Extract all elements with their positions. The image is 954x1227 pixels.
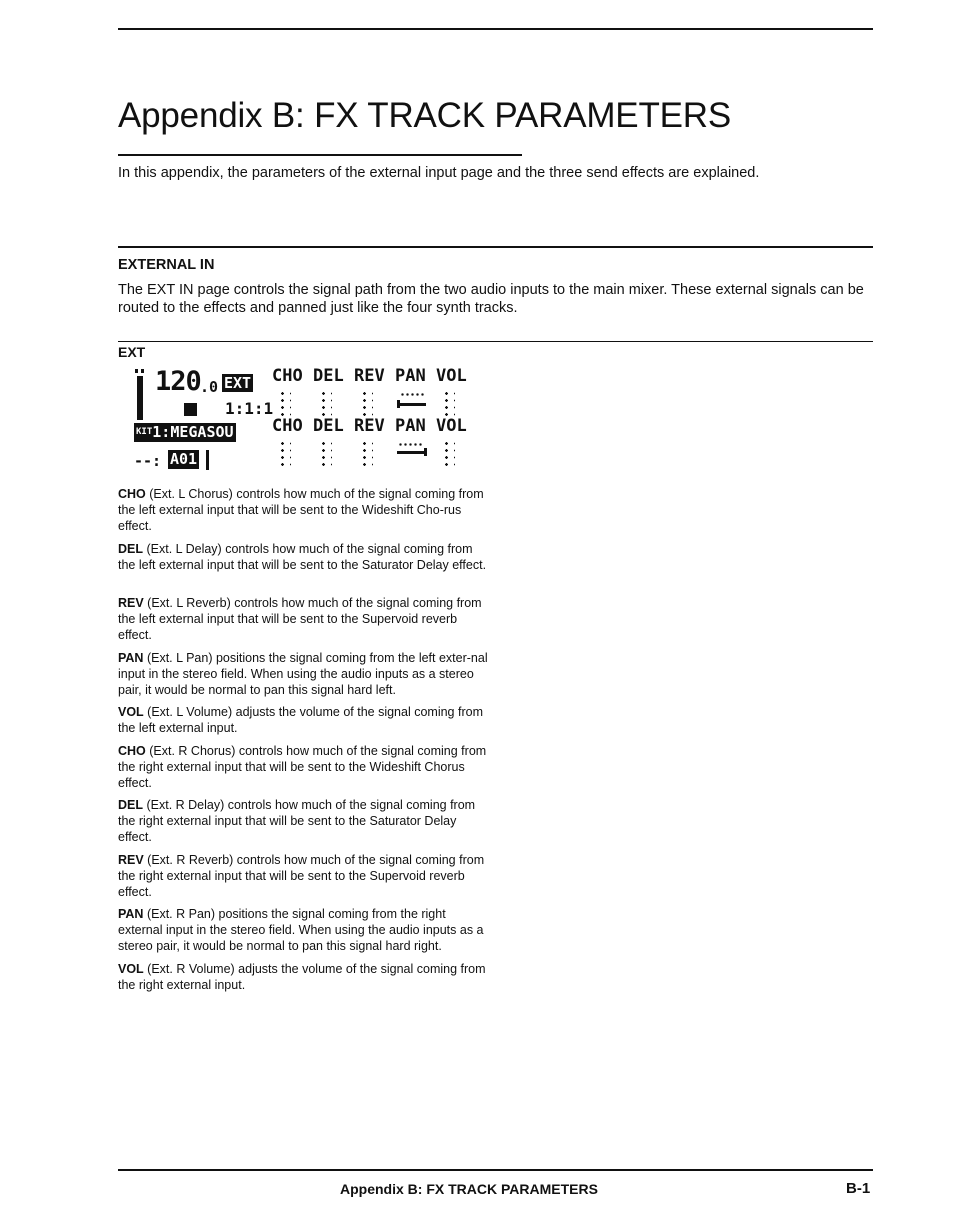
knob-indicator xyxy=(360,440,373,466)
page-title: Appendix B: FX TRACK PARAMETERS xyxy=(118,96,731,135)
param-name: CHO xyxy=(118,744,146,758)
param-text: (Ext. L Pan) positions the signal coming from the left exter-nal input in the stereo field. When using the audio inputs as a stereo pair, it would be normal to pan this signal hard left. xyxy=(118,651,488,697)
pan-bar xyxy=(397,403,426,406)
play-indicator-dot xyxy=(141,369,144,373)
param-name: VOL xyxy=(118,962,144,976)
param-description xyxy=(118,541,488,573)
kit-prefix: KIT xyxy=(136,427,153,437)
param-label-vol-r: VOL xyxy=(436,416,467,436)
param-text: (Ext. R Reverb) controls how much of the signal coming from the right external input that will be sent to the Supervoid reverb effect. xyxy=(118,853,485,899)
level-bar xyxy=(137,376,143,420)
footer-title: Appendix B: FX TRACK PARAMETERS xyxy=(340,1181,598,1197)
param-description xyxy=(118,704,488,736)
knob-indicator xyxy=(319,440,332,466)
param-name: VOL xyxy=(118,705,144,719)
ratio-value: 1:1:1 xyxy=(225,399,274,418)
stop-icon xyxy=(184,403,197,416)
pan-scale xyxy=(400,393,424,396)
section-paragraph: The EXT IN page controls the signal path from the two audio inputs to the main mixer. These external signals can be routed to the effects and panned just like the four synth tracks. xyxy=(118,282,864,316)
param-name: REV xyxy=(118,596,144,610)
pan-marker xyxy=(424,448,427,456)
param-label-cho-r: CHO xyxy=(272,416,303,436)
param-description xyxy=(118,797,488,845)
play-indicator-dot xyxy=(135,369,138,373)
param-description xyxy=(118,486,488,534)
param-label-del-r: DEL xyxy=(313,416,344,436)
param-label-pan-r: PAN xyxy=(395,416,426,436)
param-description xyxy=(118,595,488,643)
param-text: (Ext. R Pan) positions the signal coming from the right external input in the stereo field. When using the audio inputs as a stereo pair, it would be normal to pan this signal hard right. xyxy=(118,907,484,953)
param-label-rev-r: REV xyxy=(354,416,385,436)
top-rule xyxy=(118,28,873,30)
param-name: PAN xyxy=(118,907,144,921)
tempo-value: 120 xyxy=(155,366,201,397)
param-name: REV xyxy=(118,853,144,867)
page-number: B-1 xyxy=(846,1180,871,1197)
param-name: DEL xyxy=(118,798,143,812)
knob-indicator xyxy=(442,390,455,416)
ext-screen-illustration xyxy=(130,366,475,474)
intro-paragraph: In this appendix, the parameters of the external input page and the three send effects are explained. xyxy=(118,165,760,181)
param-text: (Ext. R Volume) adjusts the volume of the signal coming from the right external input. xyxy=(118,962,486,992)
param-text: (Ext. R Delay) controls how much of the signal coming from the right external input that will be sent to the Saturator Delay effect. xyxy=(118,798,476,844)
param-description xyxy=(118,650,488,698)
section-rule xyxy=(118,246,873,248)
param-text: (Ext. L Reverb) controls how much of the signal coming from the left external input that will be sent to the Supervoid reverb effect. xyxy=(118,596,482,642)
title-underline xyxy=(118,154,522,156)
kit-name xyxy=(134,423,236,442)
pan-bar xyxy=(397,451,426,454)
screen-heading: EXT xyxy=(118,344,146,360)
param-label-vol-l: VOL xyxy=(436,366,467,386)
section-heading: EXTERNAL IN xyxy=(118,257,215,273)
param-text: (Ext. L Delay) controls how much of the signal coming from the left external input that will be sent to the Saturator Delay effect. xyxy=(118,542,487,572)
param-name: CHO xyxy=(118,487,146,501)
param-description xyxy=(118,743,488,791)
tempo-decimal: .0 xyxy=(200,378,219,396)
mode-badge: EXT xyxy=(224,374,252,392)
param-description xyxy=(118,961,488,993)
param-description xyxy=(118,906,488,954)
cursor-bar xyxy=(206,450,209,470)
subsection-rule xyxy=(118,341,873,342)
footer-rule xyxy=(118,1169,873,1171)
param-label-pan-l: PAN xyxy=(395,366,426,386)
knob-indicator xyxy=(319,390,332,416)
param-label-del-l: DEL xyxy=(313,366,344,386)
param-label-cho-l: CHO xyxy=(272,366,303,386)
param-text: (Ext. L Volume) adjusts the volume of the signal coming from the left external input. xyxy=(118,705,483,735)
param-text: (Ext. R Chorus) controls how much of the signal coming from the right external input that will be sent to the Wideshift Chorus effect. xyxy=(118,744,487,790)
param-name: DEL xyxy=(118,542,143,556)
knob-indicator xyxy=(278,390,291,416)
param-text: (Ext. L Chorus) controls how much of the signal coming from the left external input that will be sent to the Wideshift Cho-rus effect. xyxy=(118,487,484,533)
pan-scale xyxy=(398,443,422,446)
knob-indicator xyxy=(442,440,455,466)
knob-indicator xyxy=(278,440,291,466)
param-description xyxy=(118,852,488,900)
param-name: PAN xyxy=(118,651,144,665)
kit-label: 1:MEGASOU xyxy=(152,423,234,441)
pattern-prefix: --: xyxy=(134,452,162,470)
pattern-name: A01 xyxy=(170,450,198,468)
param-label-rev-l: REV xyxy=(354,366,385,386)
knob-indicator xyxy=(360,390,373,416)
